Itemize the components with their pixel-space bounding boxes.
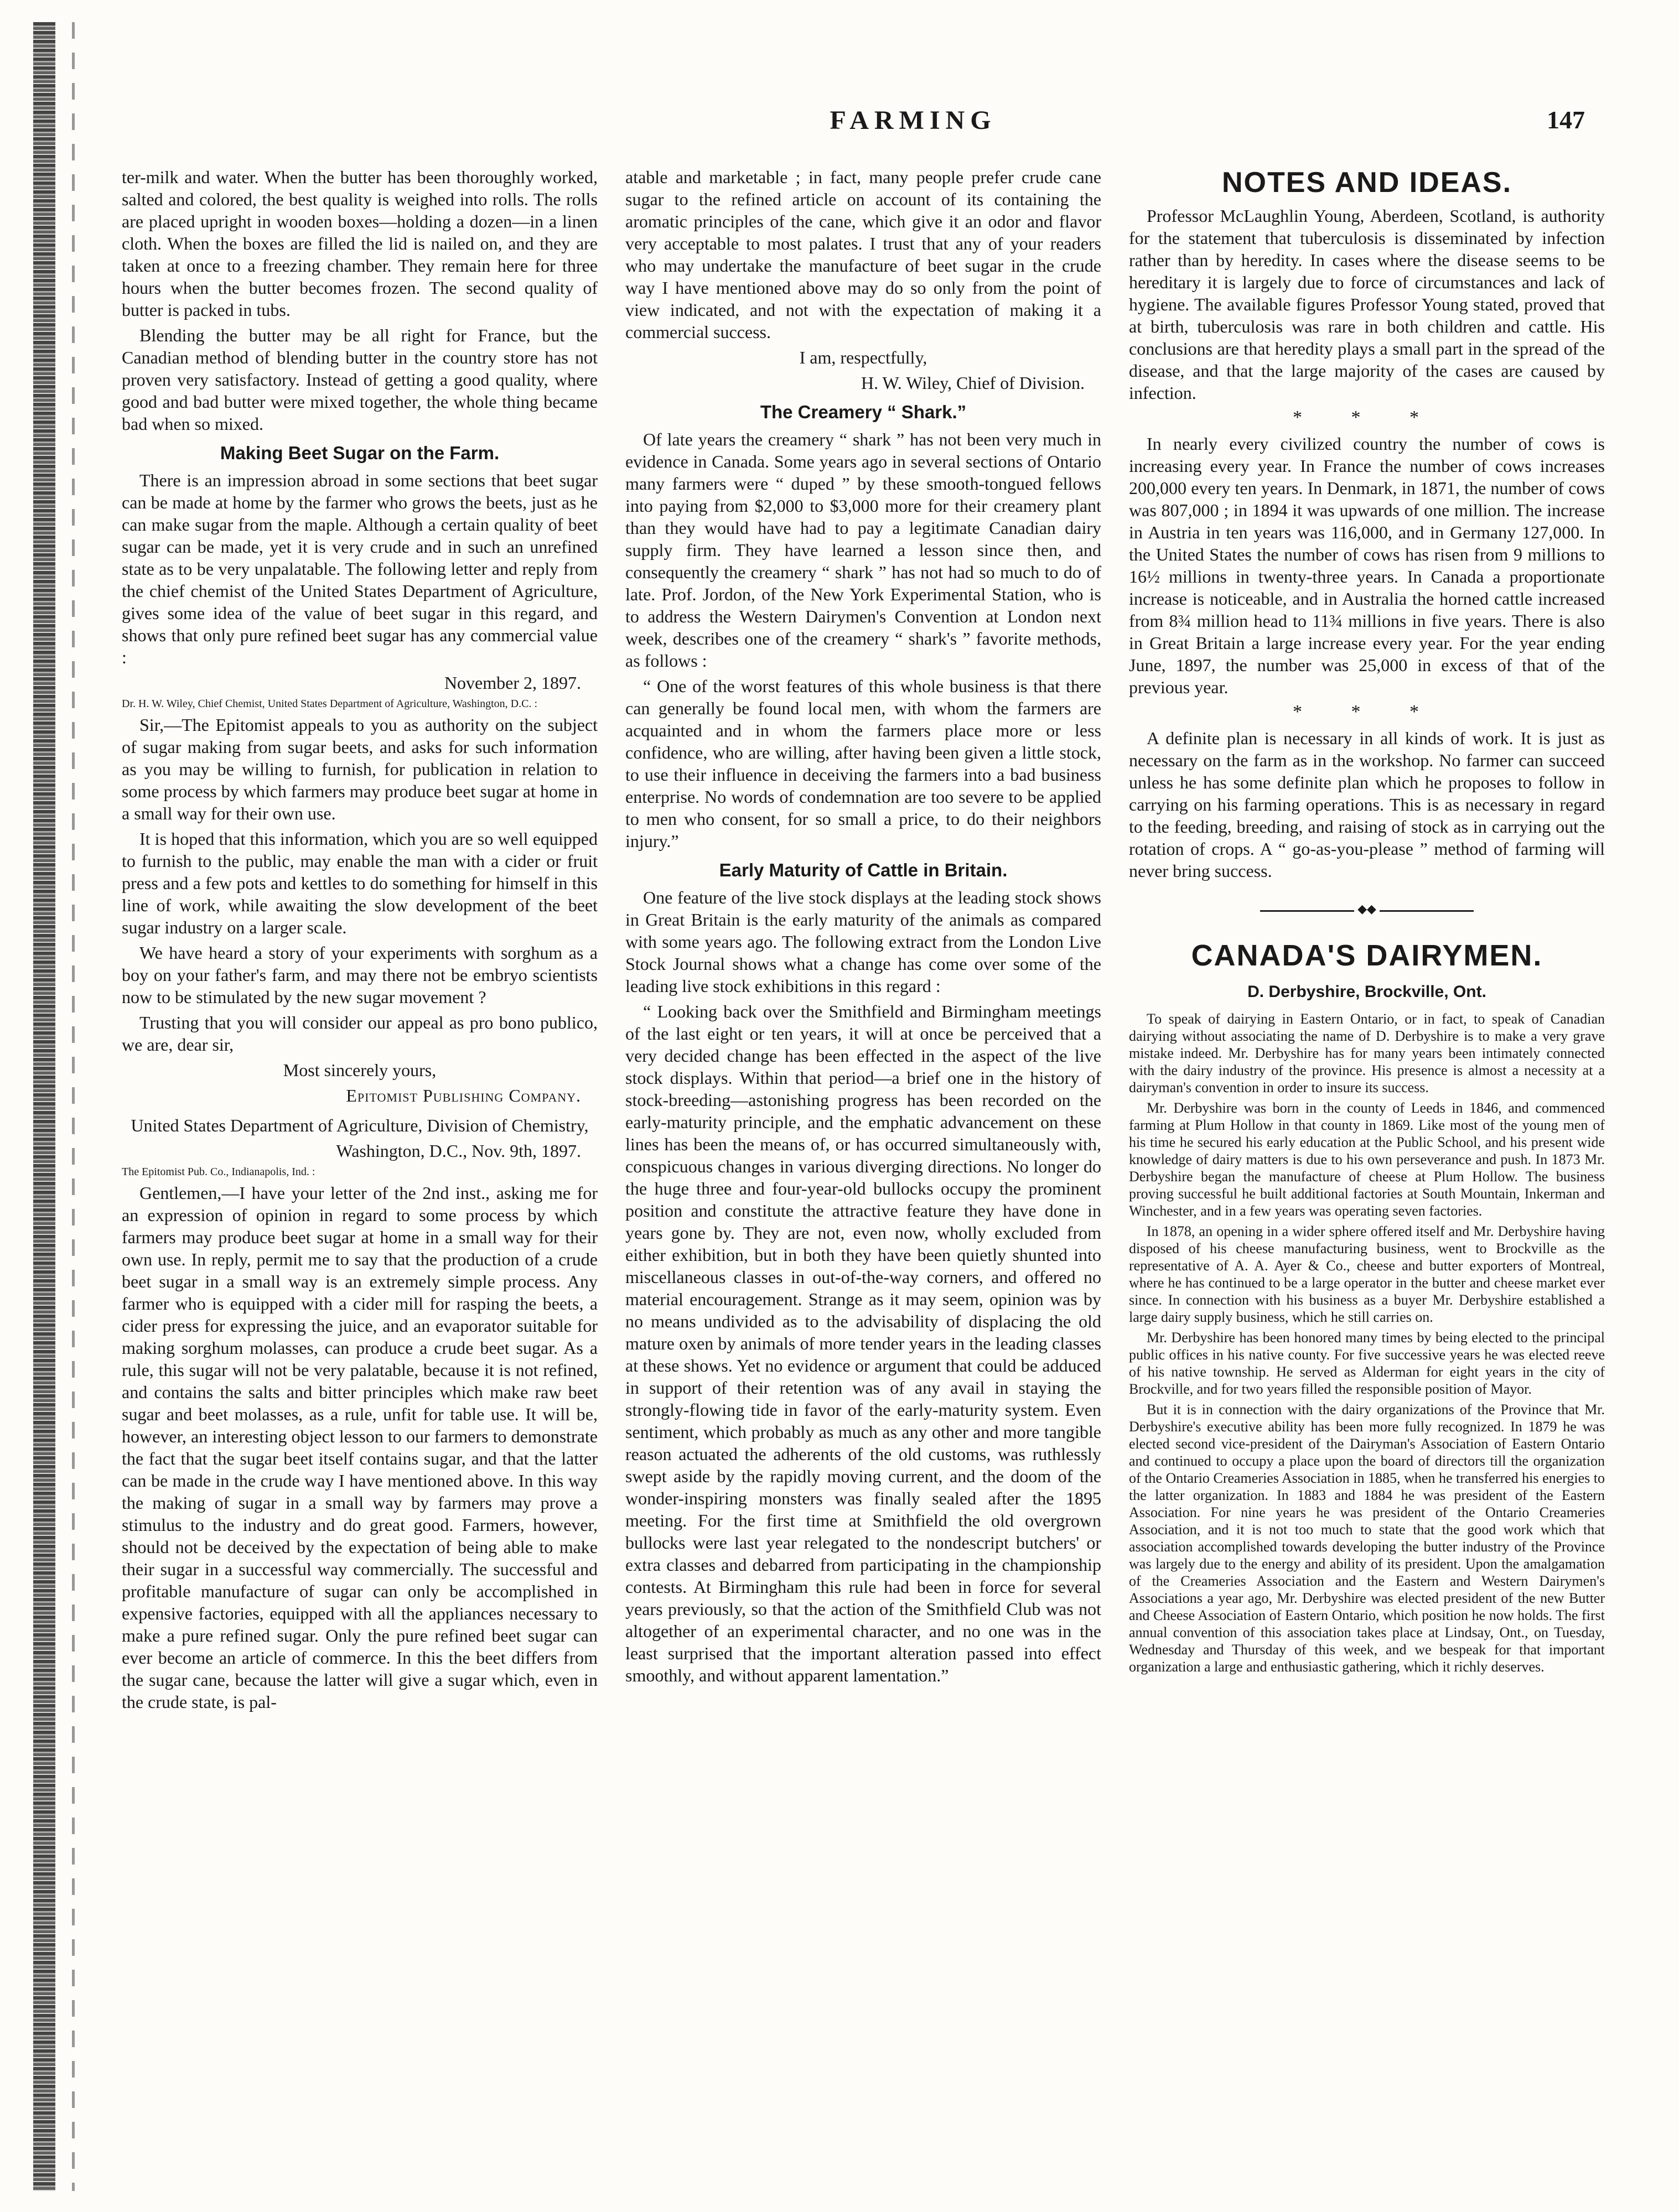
- section-divider-stars: * * *: [1293, 702, 1441, 722]
- scan-binding-edge: [33, 22, 55, 2191]
- paragraph: There is an impression abroad in some sections that beet sugar can be made at home by the farmer who grows the beets, just as he can make sugar from the maple. Although a certain quality of beet sugar can be made, yet it is very crude and in such an unrefined state as to be very unpalatable. The following letter and reply from the chief chemist of the United States Department of Agriculture, gives some idea of the value of beet sugar in this regard, and shows that only pure refined beet sugar has any commercial value :: [122, 470, 598, 667]
- paragraph: Mr. Derbyshire has been honored many times by being elected to the principal public offices in his native county. For five successive years he was elected reeve of his native township. He served as Alderman for eight years in the city of Brockville, and for two years filled the responsible position of Mayor.: [1129, 1330, 1605, 1397]
- paragraph: “ Looking back over the Smithfield and Birmingham meetings of the last eight or ten years, it will at once be perceived that a very decided change has been effected in the aspect of the live stock displays. Within that period—a brief one in the history of stock-breeding—astonishing progress has been recorded on the early-maturity principle, and the emphatic advancement on these lines has been the means of, or has occurred simultaneously with, conspicuous changes in various diverging directions. No longer do the huge three and four-year-old bullocks occupy the prominent position and constitute the attractive feature they have done in years gone by. They are not, even now, wholly excluded from either exhibition, but in both they have been quietly shunted into miscellaneous classes in out-of-the-way corners, and offered no material encouragement. Strange as it may seem, opinion was by no means undivided as to the advisability of displacing the old mature oxen by animals of more tender years in the leading classes at these shows. Yet no evidence or argument that could be adduced in support of their retention was of any avail in staying the strongly-flowing tide in favor of the early-maturity system. Even sentiment, which probably as much as any other and more tangible reason actuated the adherents of the old customs, was ruthlessly swept aside by the rapidly moving current, and the doom of the wonder-inspiring monsters was finally sealed after the 1895 meeting. For the first time at Smithfield the old overgrown bullocks were last year relegated to the nondescript butchers' or extra classes and debarred from participating in the championship contests. At Birmingham this rule had been in force for several years previously, so that the action of the Smithfield Club was not altogether of an experimental character, and no one was in the least surprised that the important alteration passed into effect smoothly, and without apparent lamentation.”: [625, 1001, 1101, 1685]
- section-divider-stars: * * *: [1293, 407, 1441, 428]
- reply-dateline-2: Washington, D.C., Nov. 9th, 1897.: [336, 1141, 581, 1161]
- paragraph: We have heard a story of your experiments with sorghum as a boy on your father's farm, and may there not be embryo scientists now to be stimulated by the new sugar movement ?: [122, 943, 598, 1007]
- letter-closing: Most sincerely yours,: [283, 1060, 437, 1080]
- paragraph: atable and marketable ; in fact, many people prefer crude cane sugar to the refined article on account of its containing the aromatic principles of the cane, which give it an odor and flavor very acceptable to most palates. I trust that any of your readers who may undertake the manufacture of beet sugar in the crude way I have mentioned above may do so only from the point of view indicated, and not with the expectation of making it a commercial success.: [625, 167, 1101, 342]
- ornamental-rule: ◆◆: [1129, 902, 1605, 916]
- paragraph: “ One of the worst features of this whole business is that there can generally be found local men, with whom the farmers are acquainted and in whom the farmers place more or less confidence, who are willing, after having been given a little stock, to use their influence in deceiving the farmers into a bad business enterprise. No words of condemnation are too severe to be applied to men who consent, for so small a price, to do their neighbors injury.”: [625, 676, 1101, 851]
- letter-address: The Epitomist Pub. Co., Indianapolis, Ind. :: [122, 1166, 315, 1178]
- letter-date: November 2, 1897.: [444, 673, 581, 693]
- section-heading-canadas-dairymen: CANADA'S DAIRYMEN.: [1191, 939, 1543, 972]
- paragraph: In 1878, an opening in a wider sphere offered itself and Mr. Derbyshire having disposed of his cheese manufacturing business, went to Brockville as the representative of A. A. Ayer & Co., cheese and butter exporters of Montreal, where he has continued to be a large operator in the butter and cheese market ever since. In connection with his business as a buyer Mr. Derbyshire established a large dairy supply business, which he still carries on.: [1129, 1223, 1605, 1325]
- paragraph: One feature of the live stock displays at the leading stock shows in Great Britain is the early maturity of the animals as compared with some years ago. The following extract from the London Live Stock Journal shows what a change has come over some of the leading live stock exhibitions in this regard :: [625, 887, 1101, 996]
- paragraph: Of late years the creamery “ shark ” has not been very much in evidence in Canada. Some years ago in several sections of Ontario many farmers were “ duped ” by these smooth-tongued fellows into paying from $2,000 to $3,000 more for their creamery plant than they would have had to pay a legitimate Canadian dairy supply firm. They have learned a lesson since then, and consequently the creamery “ shark ” has not had so much to do of late. Prof. Jordon, of the New York Experimental Station, who is to address the Western Dairymen's Convention at London next week, describes one of the creamery “ shark's ” favorite methods, as follows :: [625, 429, 1101, 671]
- paragraph: To speak of dairying in Eastern Ontario, or in fact, to speak of Canadian dairying without associating the name of D. Derbyshire is to make a very grave mistake indeed. Mr. Derbyshire has for many years been intimately connected with the dairy industry of the province. His presence is almost a necessity at a dairyman's convention in order to insure its success.: [1129, 1011, 1605, 1095]
- article-byline: D. Derbyshire, Brockville, Ont.: [1247, 983, 1486, 1001]
- section-heading-beet-sugar: Making Beet Sugar on the Farm.: [220, 443, 500, 463]
- paragraph: But it is in connection with the dairy organizations of the Province that Mr. Derbyshire's executive ability has been more fully recognized. In 1879 he was elected second vice-president of the Dairyman's Association of Eastern Ontario and continued to occupy a place upon the board of directors till the organization of the Ontario Creameries Association in 1885, when he transferred his energies to the latter organization. In 1883 and 1884 he was president of the Eastern Association. For nine years he was president of the Ontario Creameries Association, and it is not too much to state that the good work which that association accomplished towards developing the butter industry of the Province was largely due to the energy and ability of its president. Upon the amalgamation of the Creameries Association and the Eastern and Western Dairymen's Associations a year ago, Mr. Derbyshire was elected president of the new Butter and Cheese Association of Eastern Ontario, which position he now holds. The first annual convention of this association takes place at Lindsay, Ont., on Tuesday, Wednesday and Thursday of this week, and we bespeak for that important organization a large and enthusiastic gathering, which it richly deserves.: [1129, 1401, 1605, 1675]
- paragraph: Trusting that you will consider our appeal as pro bono publico, we are, dear sir,: [122, 1012, 598, 1055]
- paragraph: Mr. Derbyshire was born in the county of Leeds in 1846, and commenced farming at Plum Hollow in that county in 1869. Like most of the young men of his time he secured his early education at the Public School, and his present wide knowledge of dairy matters is due to his own perseverance and push. In 1873 Mr. Derbyshire began the manufacture of cheese at Plum Hollow. The business proving successful he built additional factories at South Mountain, Inkerman and Winchester, and in a few years was operating seven factories.: [1129, 1100, 1605, 1219]
- column-3: [1129, 166, 1605, 2136]
- column-2: [625, 166, 1101, 2136]
- letter-closing: I am, respectfully,: [799, 347, 927, 367]
- reply-dateline: United States Department of Agriculture, Division of Chemistry,: [131, 1115, 589, 1135]
- paragraph: ter-milk and water. When the butter has been thoroughly worked, salted and colored, the best quality is weighed into rolls. The rolls are placed upright in wooden boxes—holding a dozen—in a linen cloth. When the boxes are filled the lid is nailed on, and they are taken at once to a freezing chamber. They remain here for three hours when the butter becomes frozen. The second quality of butter is packed in tubs.: [122, 167, 598, 320]
- section-heading-cattle-maturity: Early Maturity of Cattle in Britain.: [719, 860, 1008, 880]
- letter-signature: H. W. Wiley, Chief of Division.: [861, 373, 1085, 393]
- paragraph: Sir,—The Epitomist appeals to you as authority on the subject of sugar making from sugar beets, and asks for such information as you may be willing to furnish, for publication in relation to some process by which farmers may produce beet sugar at home in a small way for their own use.: [122, 715, 598, 823]
- paragraph: Professor McLaughlin Young, Aberdeen, Scotland, is authority for the statement that tuberculosis is disseminated by infection rather than by heredity. In cases where the disease seems to be hereditary it is largely due to force of circumstances and lack of hygiene. The available figures Professor Young stated, proved that at birth, tuberculosis was rare in both children and cattle. His conclusions are that heredity plays a small part in the spread of the disease, and that the large majority of the cases are caused by infection.: [1129, 206, 1605, 403]
- scan-binding-shadow: [72, 22, 75, 2191]
- letter-address: Dr. H. W. Wiley, Chief Chemist, United States Department of Agriculture, Washington, D.C. :: [122, 698, 538, 710]
- paragraph: Gentlemen,—I have your letter of the 2nd inst., asking me for an expression of opinion in regard to some process by which farmers may produce beet sugar at home in a small way for their own use. In reply, permit me to say that the production of a crude beet sugar in a small way is an extremely simple process. Any farmer who is equipped with a cider mill for rasping the beets, a cider press for expressing the juice, and an evaporator suitable for making sorghum molasses, can produce a crude beet sugar. As a rule, this sugar will not be very palatable, because it is not refined, and contains the salts and bitter principles which make raw beet sugar and beet molasses, as a rule, unfit for table use. It will be, however, an interesting object lesson to our farmers to demonstrate the fact that the sugar beet itself contains sugar, and that the latter can be made in the crude way I have mentioned above. In this way the making of sugar in a small way by farmers may prove a stimulus to the industry and do great good. Farmers, however, should not be deceived by the expectation of being able to make their sugar in a successful way commercially. The successful and profitable manufacture of sugar can only be accomplished in expensive factories, equipped with all the appliances necessary to make a pure refined sugar. Only the pure refined beet sugar can ever become an article of commerce. In this the beet differs from the sugar cane, because the latter will give a sugar which, even in the crude state, is pal-: [122, 1183, 598, 1712]
- section-heading-notes-ideas: NOTES AND IDEAS.: [1221, 167, 1512, 199]
- page-header: [111, 105, 1585, 144]
- section-heading-creamery-shark: The Creamery “ Shark.”: [760, 402, 967, 422]
- article-columns: [122, 166, 1605, 2136]
- running-title: FARMING: [830, 106, 997, 135]
- column-1: [122, 166, 598, 2136]
- paragraph: A definite plan is necessary in all kinds of work. It is just as necessary on the farm as in the workshop. No farmer can succeed unless he has some definite plan which he proposes to follow in carrying on his farming operations. This is as necessary in regard to the feeding, breeding, and raising of stock as in carrying out the rotation of crops. A “ go-as-you-please ” method of farming will never bring success.: [1129, 728, 1605, 881]
- letter-signature: Epitomist Publishing Company.: [346, 1086, 581, 1105]
- paragraph: It is hoped that this information, which you are so well equipped to furnish to the public, may enable the man with a cider or fruit press and a few pots and kettles to do something for himself in this line of work, while awaiting the slow development of the beet sugar industry on a larger scale.: [122, 829, 598, 937]
- paragraph: Blending the butter may be all right for France, but the Canadian method of blending butter in the country store has not proven very satisfactory. Instead of getting a good quality, where good and bad butter were mixed together, the whole thing became bad when so mixed.: [122, 325, 598, 434]
- page-number: 147: [1547, 106, 1585, 134]
- paragraph: In nearly every civilized country the number of cows is increasing every year. In France the number of cows increases 200,000 every ten years. In Denmark, in 1871, the number of cows was 807,000 ; in 1894 it was upwards of one million. The increase in Austria in ten years was 116,000, and in Germany 127,000. In the United States the number of cows has risen from 9 millions to 16½ millions in twenty-three years. In Canada a proportionate increase is noticeable, and in Australia the horned cattle increased from 8¾ million head to 11¾ millions in five years. There is also in Great Britain a large increase every year. For the year ending June, 1897, the number was 25,000 in excess of that of the previous year.: [1129, 434, 1605, 697]
